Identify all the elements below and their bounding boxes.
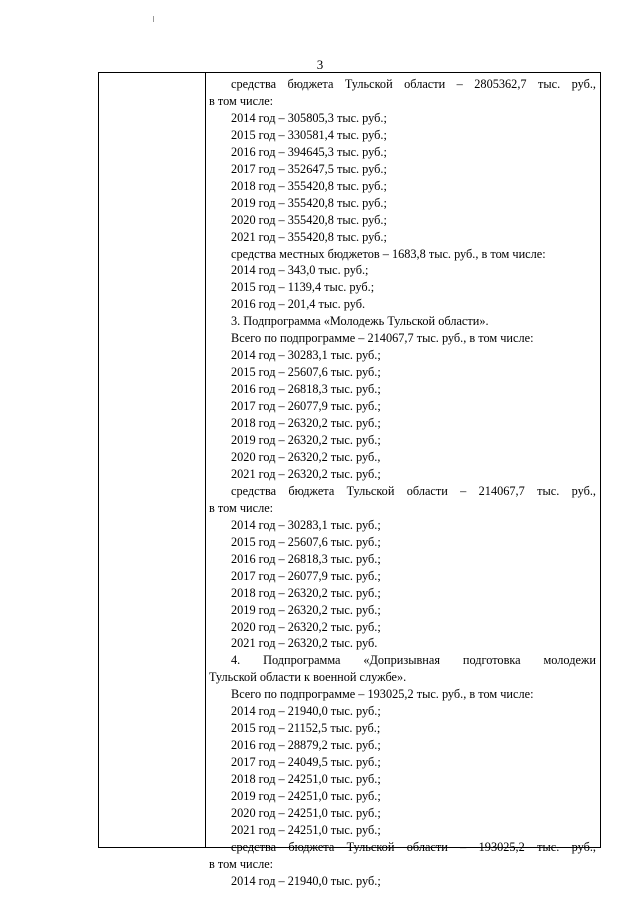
text-line: 2017 год – 26077,9 тыс. руб.; [231,568,381,583]
text-line: 2020 год – 26320,2 тыс. руб., [231,449,381,464]
text-line: 2021 год – 24251,0 тыс. руб.; [231,822,381,837]
text-line: 2016 год – 201,4 тыс. руб. [231,297,366,312]
text-line: в том числе: [209,500,274,515]
text-line: 2014 год – 305805,3 тыс. руб.; [231,110,387,125]
subprogram-heading: 3. Подпрограмма «Молодежь Тульской области». [231,314,489,329]
text-line: средства бюджета Тульской области – 214067,7 тыс. руб., [231,483,596,498]
text-line: средства местных бюджетов – 1683,8 тыс. руб., в том числе: [231,246,546,261]
text-line: 2018 год – 24251,0 тыс. руб.; [231,772,381,787]
text-line: 2016 год – 26818,3 тыс. руб.; [231,382,381,397]
text-line: средства бюджета Тульской области – 193025,2 тыс. руб., [231,839,596,854]
page-number: 3 [316,57,324,72]
text-line: 2015 год – 330581,4 тыс. руб.; [231,127,387,142]
text-line: 2017 год – 26077,9 тыс. руб.; [231,399,381,414]
text-line: 2020 год – 26320,2 тыс. руб.; [231,619,381,634]
subprogram-heading-cont: Тульской области к военной службе». [209,670,407,685]
subprogram-heading: 4. Подпрограмма «Допризывная подготовка молодежи [231,653,596,668]
text-line: 2018 год – 26320,2 тыс. руб.; [231,585,381,600]
text-line: 2020 год – 24251,0 тыс. руб.; [231,805,381,820]
table-text-cell [209,76,596,890]
text-line: 2018 год – 26320,2 тыс. руб.; [231,416,381,431]
text-line: 2014 год – 21940,0 тыс. руб.; [231,873,381,888]
text-line: 2016 год – 28879,2 тыс. руб.; [231,738,381,753]
text-line: 2016 год – 26818,3 тыс. руб.; [231,551,381,566]
text-line: 2015 год – 21152,5 тыс. руб.; [231,721,381,736]
text-line: 2019 год – 26320,2 тыс. руб.; [231,602,381,617]
text-line: 2015 год – 25607,6 тыс. руб.; [231,365,381,380]
text-line: 2021 год – 26320,2 тыс. руб.; [231,466,381,481]
text-line: 2017 год – 24049,5 тыс. руб.; [231,755,381,770]
text-line: 2014 год – 21940,0 тыс. руб.; [231,704,381,719]
text-line: 2015 год – 25607,6 тыс. руб.; [231,534,381,549]
text-line: Всего по подпрограмме – 214067,7 тыс. руб., в том числе: [231,331,534,346]
text-line: 2019 год – 355420,8 тыс. руб.; [231,195,387,210]
text-line: Всего по подпрограмме – 193025,2 тыс. руб., в том числе: [231,687,534,702]
text-line: 2021 год – 355420,8 тыс. руб.; [231,229,387,244]
text-line: в том числе: [209,93,274,108]
text-line: 2014 год – 30283,1 тыс. руб.; [231,348,381,363]
text-line: 2021 год – 26320,2 тыс. руб. [231,636,378,651]
text-line: 2018 год – 355420,8 тыс. руб.; [231,178,387,193]
column-divider [205,73,206,847]
text-line: 2020 год – 355420,8 тыс. руб.; [231,212,387,227]
text-line: 2016 год – 394645,3 тыс. руб.; [231,144,387,159]
document-table [98,72,601,888]
text-line: 2015 год – 1139,4 тыс. руб.; [231,280,375,295]
text-line: в том числе: [209,856,274,871]
text-line: средства бюджета Тульской области – 2805362,7 тыс. руб., [231,77,596,91]
scan-mark [153,16,154,22]
text-line: 2019 год – 26320,2 тыс. руб.; [231,433,381,448]
text-line: 2014 год – 343,0 тыс. руб.; [231,263,369,278]
text-line: 2017 год – 352647,5 тыс. руб.; [231,161,387,176]
text-line: 2014 год – 30283,1 тыс. руб.; [231,517,381,532]
text-line: 2019 год – 24251,0 тыс. руб.; [231,789,381,804]
